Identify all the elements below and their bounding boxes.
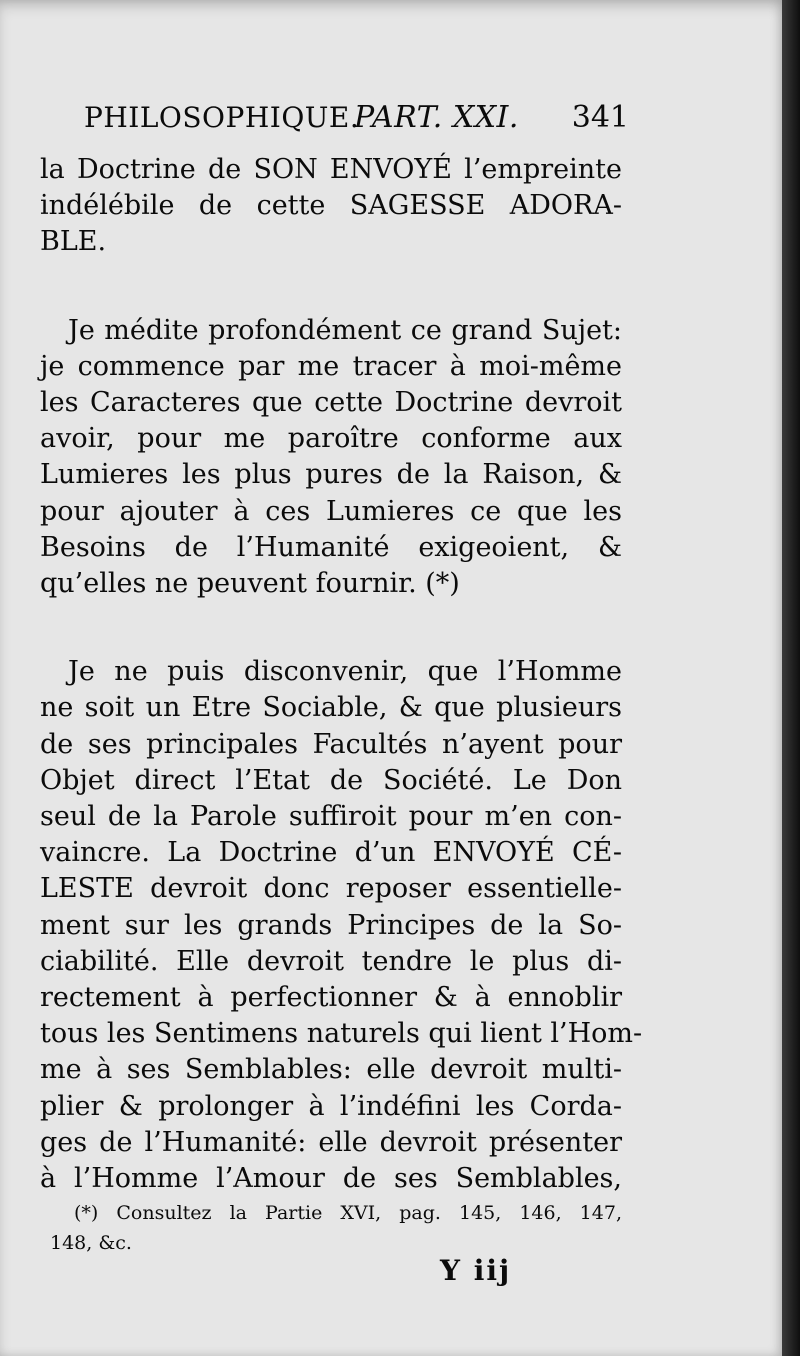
page-edge-shadow [782, 0, 800, 1356]
text-line: ciabilité. Elle devroit tendre le plus di- [40, 945, 622, 977]
text-line: me à ses Semblables: elle devroit multi- [40, 1054, 622, 1086]
footnote [50, 1198, 622, 1258]
paragraph-continuation [40, 152, 622, 261]
text-line: Je ne puis disconvenir, que l’Homme [68, 656, 622, 688]
text-line: pour ajouter à ces Lumieres ce que les [40, 495, 622, 527]
text-line: à l’Homme l’Amour de ses Semblables, [40, 1163, 622, 1195]
text-line: ne soit un Etre Sociable, & que plusieurs [40, 692, 622, 724]
text-line: les Caracteres que cette Doctrine devroit [40, 387, 622, 419]
text-line: plier & prolonger à l’indéfini les Corda- [40, 1090, 622, 1122]
running-header [84, 96, 629, 140]
text-line: seul de la Parole suffiroit pour m’en con- [40, 801, 622, 833]
text-line: ment sur les grands Principes de la So- [40, 909, 622, 941]
text-line: avoir, pour me paroître conforme aux [40, 423, 622, 455]
page-number: 341 [571, 100, 629, 135]
paragraph-sociability [40, 654, 643, 1197]
text-line: rectement à perfectionner & à ennoblir [40, 982, 622, 1014]
text-line: Lumieres les plus pures de la Raison, & [40, 459, 622, 491]
text-line: BLE. [40, 226, 107, 258]
text-line: Besoins de l’Humanité exigeoient, & [40, 531, 622, 563]
text-line: de ses principales Facultés n’ayent pour [40, 728, 622, 760]
text-line: je commence par me tracer à moi-même [40, 350, 622, 382]
main-text [40, 152, 643, 1197]
text-line: Objet direct l’Etat de Société. Le Don [40, 764, 622, 796]
text-line: la Doctrine de SON ENVOYÉ l’empreinte [40, 154, 622, 185]
text-line: tous les Sentimens naturels qui lient l’Hom- [40, 1018, 643, 1050]
text-line: ges de l’Humanité: elle devroit présenter [40, 1126, 622, 1158]
footnote-line: (*) Consultez la Partie XVI, pag. 145, 146, 147, [74, 1202, 622, 1224]
part-label: PART. XXI. [354, 100, 519, 135]
text-line: indélébile de cette SAGESSE ADORA- [40, 190, 622, 222]
footnote-line: 148, &c. [50, 1232, 132, 1254]
running-title: PHILOSOPHIQUE. [84, 101, 360, 134]
text-line: vaincre. La Doctrine d’un ENVOYÉ CÉ- [40, 837, 622, 869]
text-line: LESTE devroit donc reposer essentielle- [40, 873, 622, 905]
text-line: Je médite profondément ce grand Sujet: [68, 314, 622, 346]
text-line: qu’elles ne peuvent fournir. (*) [40, 568, 460, 600]
paragraph-meditation [40, 313, 622, 603]
signature-mark: Y iij [440, 1254, 512, 1287]
